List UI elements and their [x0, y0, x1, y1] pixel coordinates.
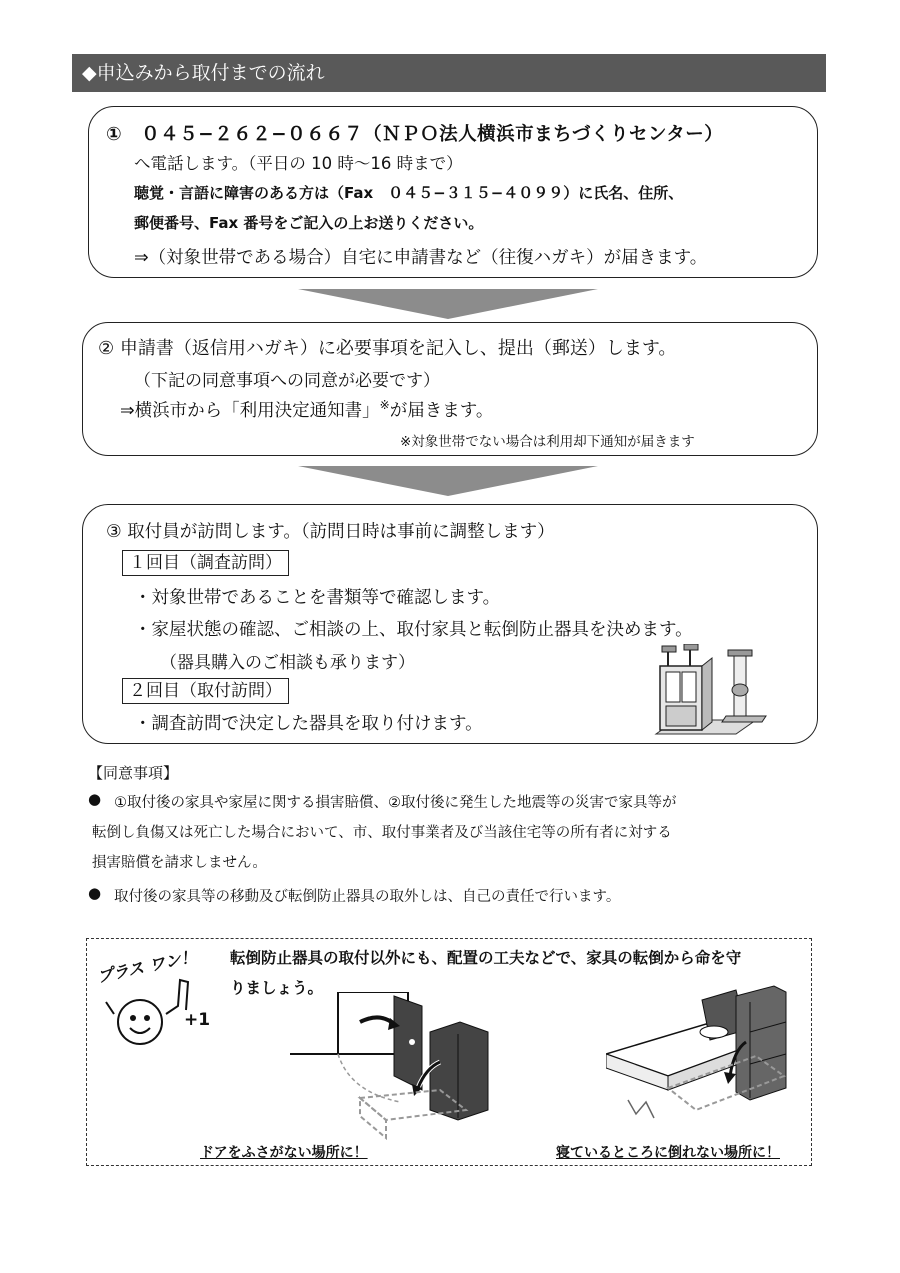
step2-result	[120, 397, 493, 422]
step1-result: ⇒（対象世帯である場合）自宅に申請書など（往復ハガキ）が届きます。	[134, 248, 708, 268]
step2-consent-note: （下記の同意事項への同意が必要です）	[134, 371, 440, 391]
caption-door: ドアをふさがない場所に！	[200, 1145, 368, 1161]
step1-fax-line2: 郵便番号、Fax 番号をご記入の上お送りください。	[134, 214, 484, 232]
agreement-item1-line1: ①取付後の家具や家屋に関する損害賠償、②取付後に発生した地震等の災害で家具等が	[114, 795, 677, 811]
agreement-bullet-2: ●	[88, 884, 102, 902]
visit1-item2: ・家屋状態の確認、ご相談の上、取付家具と転倒防止器具を決めます。	[134, 620, 693, 640]
step3-visit: ③ 取付員が訪問します。（訪問日時は事前に調整します）	[106, 522, 555, 542]
agreement-item1-line3: 損害賠償を請求しません。	[92, 855, 267, 871]
furniture-brace-illustration	[646, 644, 774, 738]
visit2-label: ２回目（取付訪問）	[122, 678, 289, 704]
plus-one-badge-text: プラス ワン！	[95, 946, 199, 987]
note-mark: ※	[379, 398, 390, 413]
step2-rejection-note: ※対象世帯でない場合は利用却下通知が届きます	[400, 434, 695, 450]
step1-fax-line: 聴覚・言語に障害のある方は（Fax ０４５−３１５−４０９９）に氏名、住所、	[134, 184, 684, 202]
section-header: ◆申込みから取付までの流れ	[72, 54, 826, 92]
visit2-item1: ・調査訪問で決定した器具を取り付けます。	[134, 714, 483, 734]
bed-placement-illustration	[606, 980, 802, 1132]
agreement-item2: 取付後の家具等の移動及び転倒防止器具の取外しは、自己の責任で行います。	[114, 889, 621, 905]
door-placement-illustration	[290, 992, 506, 1140]
flow-arrow-1	[298, 289, 598, 319]
plus-one-mark: +1	[184, 1010, 211, 1030]
agreement-title: 【同意事項】	[88, 764, 179, 782]
step1-call-hours: へ電話します。（平日の 10 時～16 時まで）	[134, 154, 463, 173]
tip-line2: りましょう。	[230, 979, 324, 997]
agreement-item1-line2: 転倒し負傷又は死亡した場合において、市、取付事業者及び当該住宅等の所有者に対する	[92, 825, 672, 841]
step2-result-end: が届きます。	[389, 401, 494, 421]
tip-line1: 転倒防止器具の取付以外にも、配置の工夫などで、家具の転倒から命を守	[230, 949, 742, 967]
agreement-bullet-1: ●	[88, 790, 102, 808]
visit1-item3: （器具購入のご相談も承ります）	[160, 653, 415, 673]
caption-bed: 寝ているところに倒れない場所に！	[556, 1145, 780, 1161]
flow-arrow-2	[298, 466, 598, 496]
step2-application: ② 申請書（返信用ハガキ）に必要事項を記入し、提出（郵送）します。	[98, 338, 677, 359]
visit1-item1: ・対象世帯であることを書類等で確認します。	[134, 588, 501, 608]
step2-result-text: ⇒横浜市から「利用決定通知書」	[120, 401, 380, 421]
visit1-label: １回目（調査訪問）	[122, 550, 289, 576]
step1-phone-line: ① ０４５−２６２−０６６７（ＮＰＯ法人横浜市まちづくりセンター）	[106, 124, 724, 145]
